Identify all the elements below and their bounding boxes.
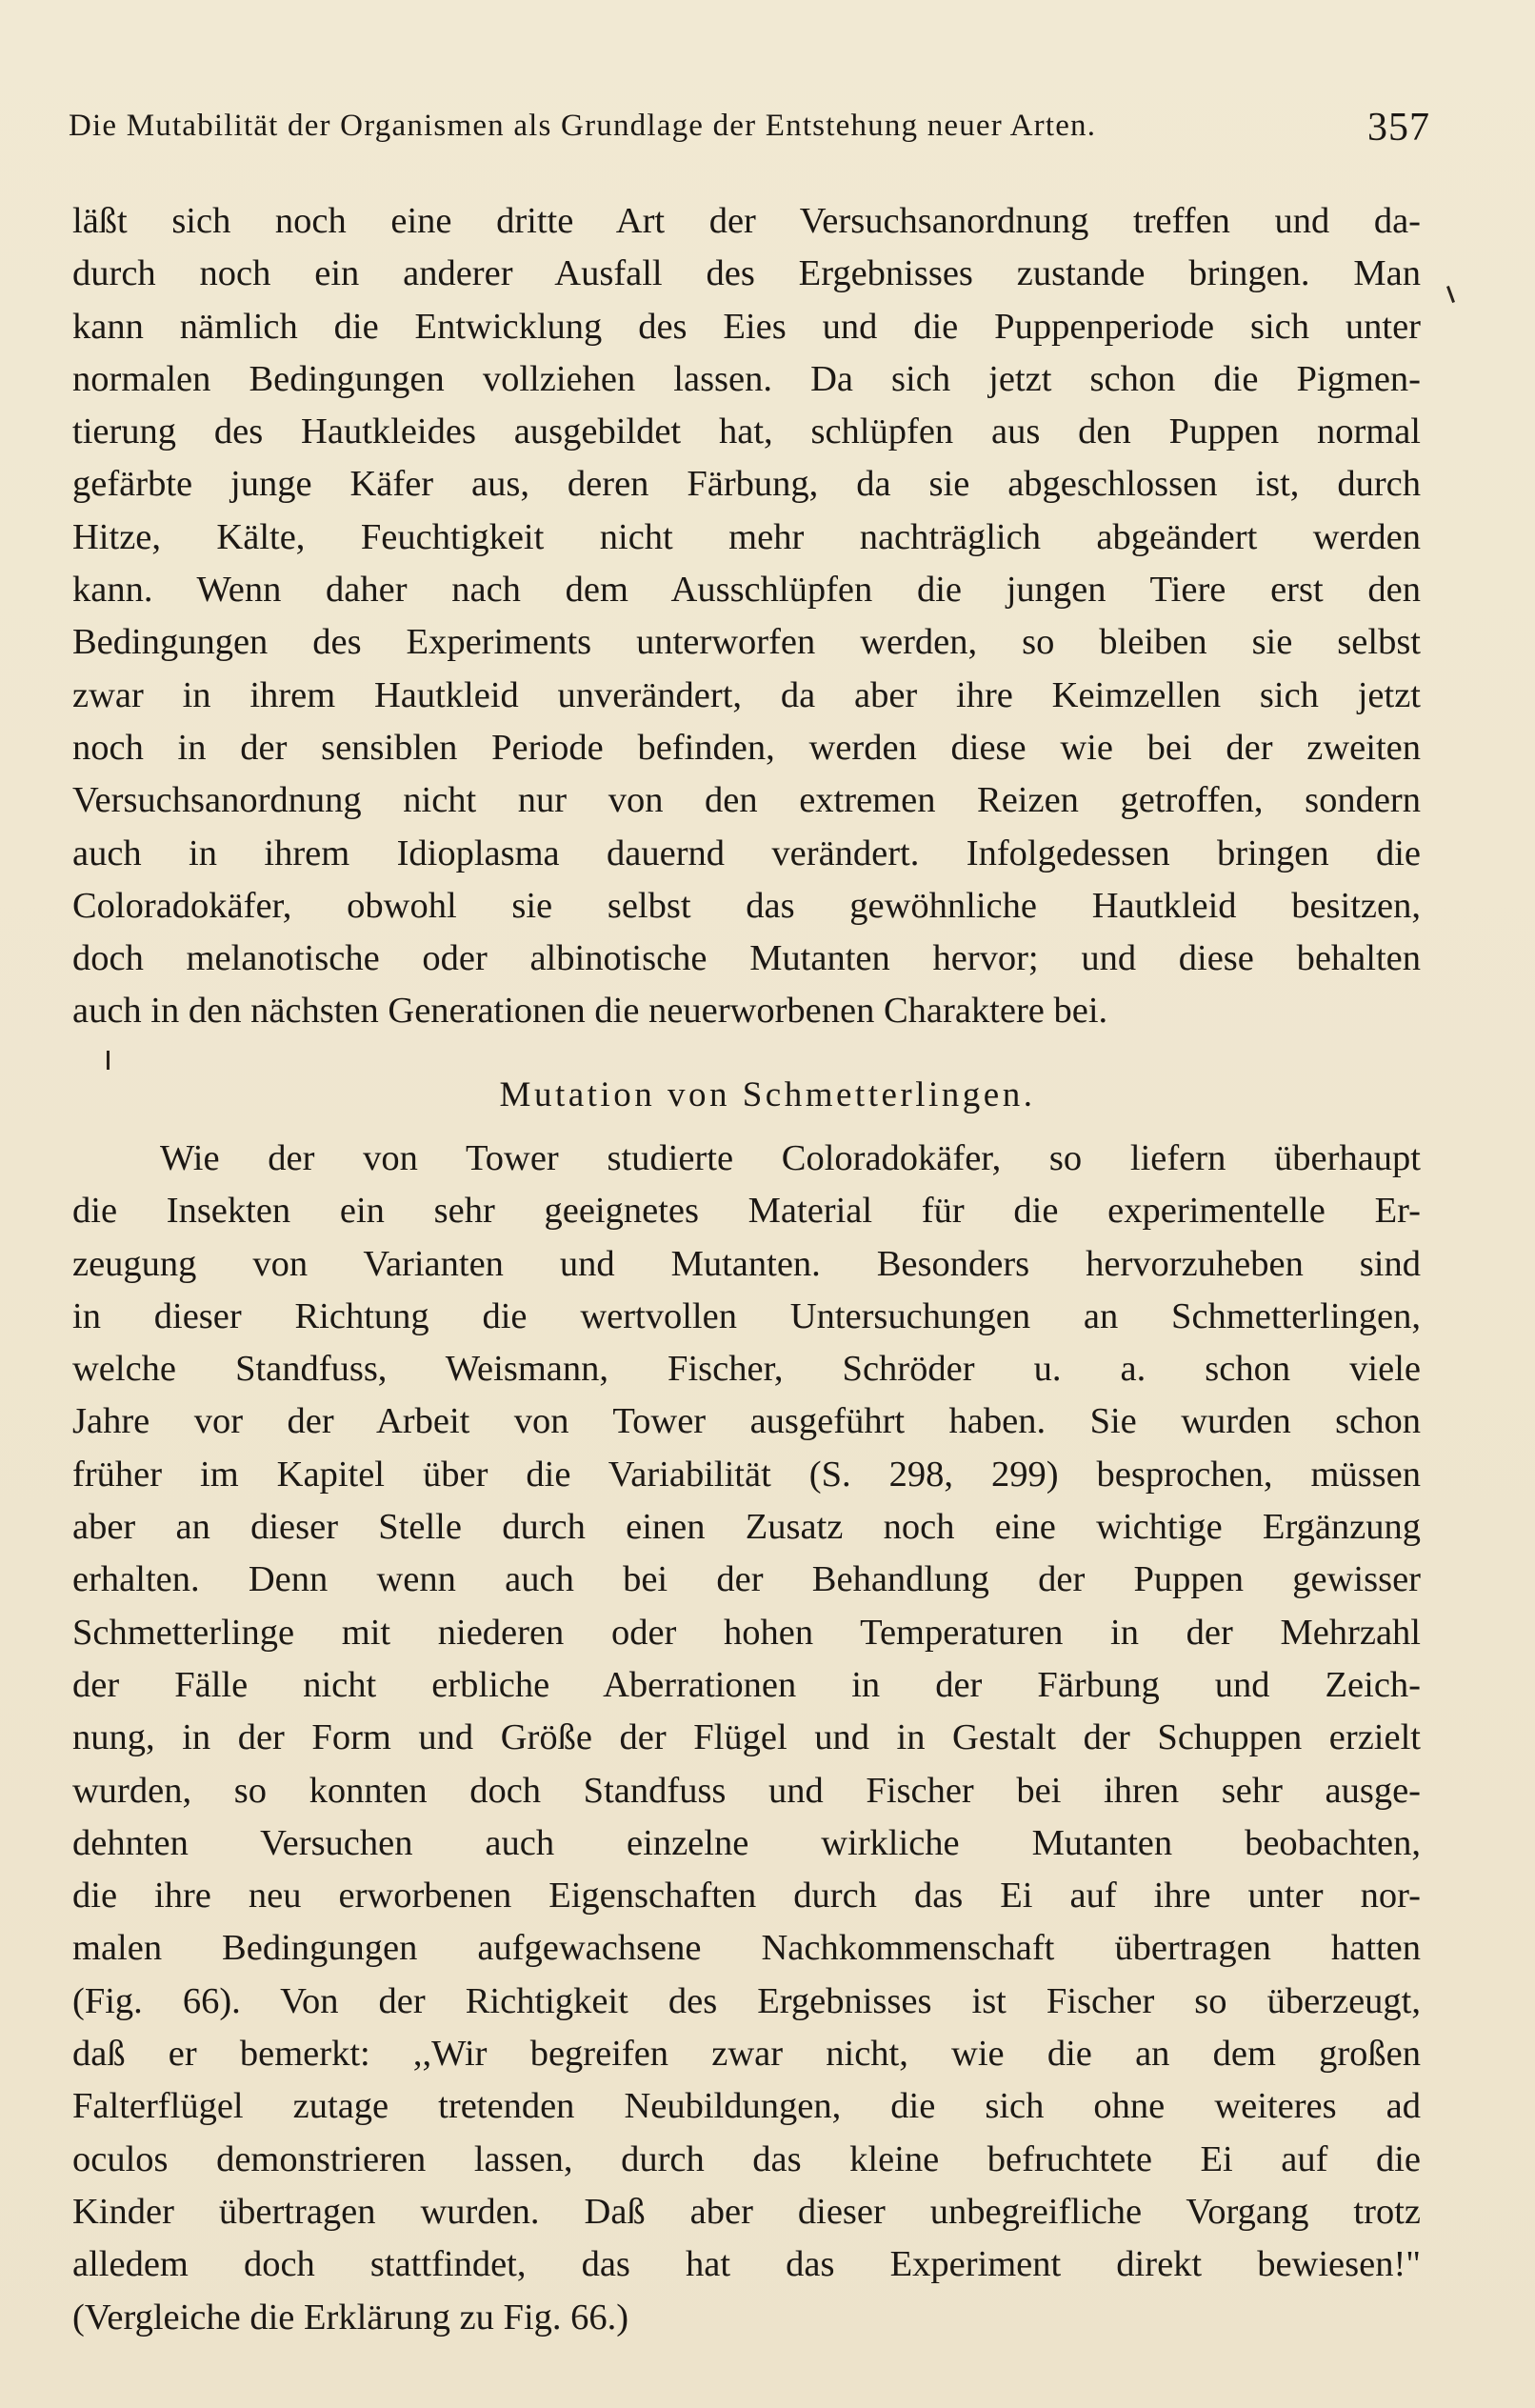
text-line: Jahre vor der Arbeit von Tower ausgeführt haben. Sie wurden schon [72,1401,1421,1442]
text-line: tierung des Hautkleides ausgebildet hat, schlüpfen aus den Puppen normal [72,411,1421,452]
paragraph-schmetterlinge [72,1133,1421,2344]
running-head [69,97,1430,154]
text-line: erhalten. Denn wenn auch bei der Behandlung der Puppen gewisser [72,1559,1421,1600]
text-line: wurden, so konnten doch Standfuss und Fischer bei ihren sehr ausge- [72,1770,1421,1811]
text-line: alledem doch stattfindet, das hat das Experiment direkt bewiesen!" [72,2244,1421,2285]
text-line: (Fig. 66). Von der Richtigkeit des Ergebnisses ist Fischer so überzeugt, [72,1980,1421,2021]
text-line: Schmetterlinge mit niederen oder hohen Temperaturen in der Mehrzahl [72,1612,1421,1653]
text-line: Falterflügel zutage tretenden Neubildungen, die sich ohne weiteres ad [72,2086,1421,2127]
text-line: gefärbte junge Käfer aus, deren Färbung, da sie abgeschlossen ist, durch [72,464,1421,505]
paragraph-continuation [72,195,1421,1038]
text-line: Kinder übertragen wurden. Daß aber dieser unbegreifliche Vorgang trotz [72,2191,1421,2232]
running-title: Die Mutabilität der Organismen als Grundlage der Entstehung neuer Arten. [69,109,1097,143]
text-line: auch in ihrem Idioplasma dauernd verändert. Infolgedessen bringen die [72,833,1421,873]
stray-mark [1446,286,1455,303]
text-line: dehnten Versuchen auch einzelne wirkliche Mutanten beobachten, [72,1822,1421,1863]
text-line: läßt sich noch eine dritte Art der Versuchsanordnung treffen und da- [72,201,1421,241]
text-line: in dieser Richtung die wertvollen Untersuchungen an Schmetterlingen, [72,1295,1421,1336]
text-line: doch melanotische oder albinotische Mutanten hervor; und diese behalten [72,938,1421,979]
text-line: Wie der von Tower studierte Coloradokäfer, so liefern überhaupt [160,1138,1421,1178]
text-line: auch in den nächsten Generationen die neuerworbenen Charaktere bei. [72,991,1108,1032]
text-line: malen Bedingungen aufgewachsene Nachkommenschaft übertragen hatten [72,1928,1421,1969]
stray-mark [107,1051,110,1070]
text-line: kann nämlich die Entwicklung des Eies und die Puppenperiode sich unter [72,306,1421,347]
text-line: daß er bemerkt: ,,Wir begreifen zwar nicht, wie die an dem großen [72,2034,1421,2075]
text-line: Bedingungen des Experiments unterworfen werden, so bleiben sie selbst [72,622,1421,663]
text-line: normalen Bedingungen vollziehen lassen. Da sich jetzt schon die Pigmen- [72,358,1421,399]
text-line: kann. Wenn daher nach dem Ausschlüpfen die jungen Tiere erst den [72,570,1421,611]
text-line: zeugung von Varianten und Mutanten. Besonders hervorzuheben sind [72,1243,1421,1284]
text-line: welche Standfuss, Weismann, Fischer, Schröder u. a. schon viele [72,1349,1421,1390]
text-line: Hitze, Kälte, Feuchtigkeit nicht mehr nachträglich abgeändert werden [72,516,1421,557]
text-line: Versuchsanordnung nicht nur von den extremen Reizen getroffen, sondern [72,780,1421,821]
text-line: oculos demonstrieren lassen, durch das kleine befruchtete Ei auf die [72,2138,1421,2179]
text-line: durch noch ein anderer Ausfall des Ergebnisses zustande bringen. Man [72,253,1421,294]
text-line: der Fälle nicht erbliche Aberrationen in der Färbung und Zeich- [72,1664,1421,1705]
text-line: die Insekten ein sehr geeignetes Material für die experimentelle Er- [72,1191,1421,1232]
text-line: aber an dieser Stelle durch einen Zusatz noch eine wichtige Ergänzung [72,1507,1421,1548]
text-line: Coloradokäfer, obwohl sie selbst das gewöhnliche Hautkleid besitzen, [72,885,1421,926]
page-number: 357 [1367,106,1430,150]
text-line: (Vergleiche die Erklärung zu Fig. 66.) [72,2297,629,2338]
text-line: nung, in der Form und Größe der Flügel und in Gestalt der Schuppen erzielt [72,1717,1421,1758]
text-line: zwar in ihrem Hautkleid unverändert, da aber ihre Keimzellen sich jetzt [72,674,1421,715]
text-line: früher im Kapitel über die Variabilität (S. 298, 299) besprochen, müssen [72,1454,1421,1495]
section-heading: Mutation von Schmetterlingen. [499,1075,1036,1114]
text-line: noch in der sensiblen Periode befinden, werden diese wie bei der zweiten [72,727,1421,768]
text-line: die ihre neu erworbenen Eigenschaften durch das Ei auf ihre unter nor- [72,1876,1421,1916]
